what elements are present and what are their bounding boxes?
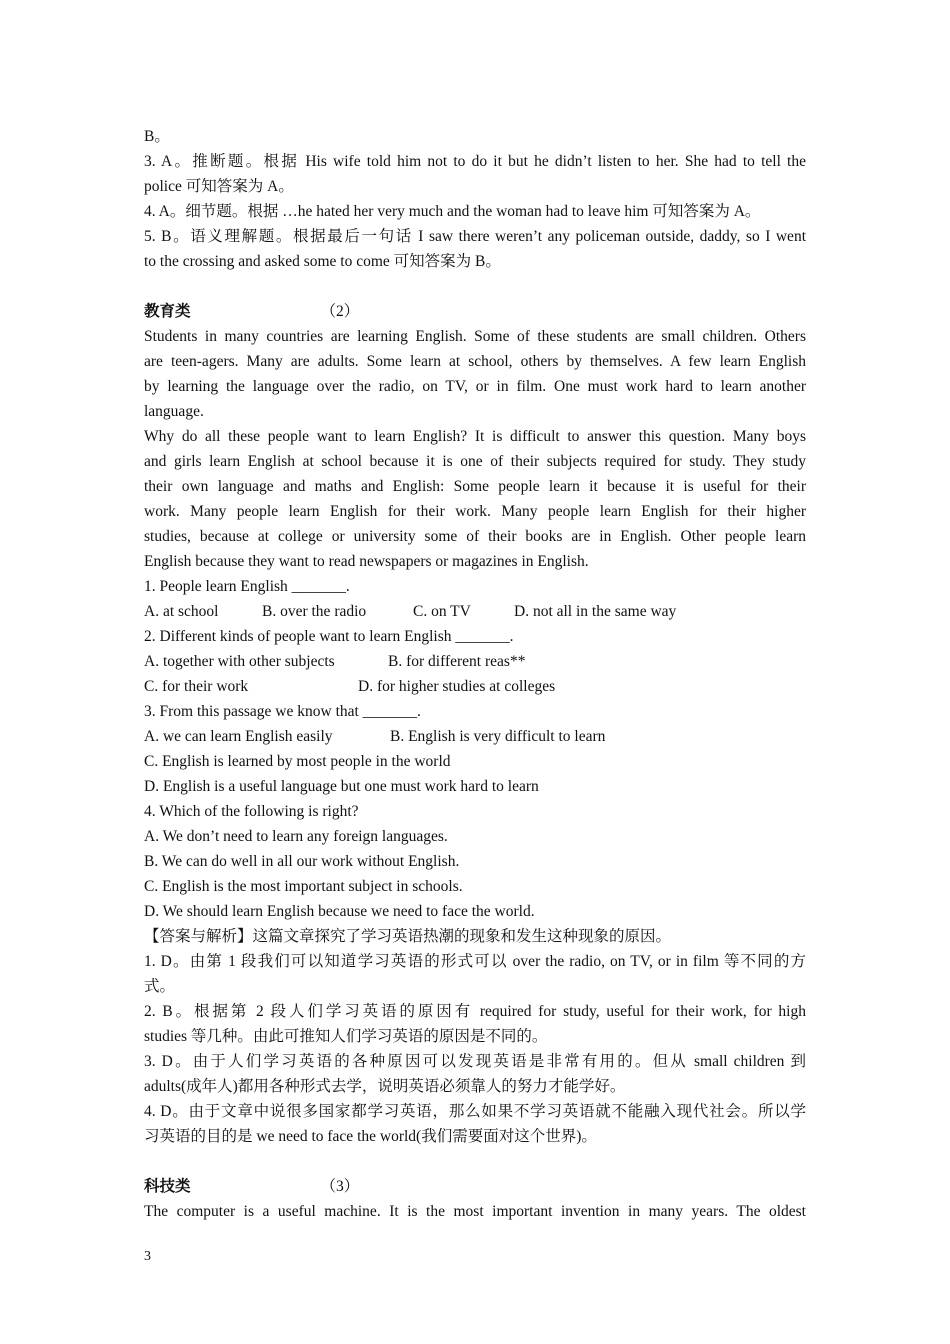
option: A. We don’t need to learn any foreign languages.	[144, 828, 448, 845]
option: B. English is very difficult to learn	[390, 728, 606, 745]
option: D. not all in the same way	[514, 603, 677, 620]
answer-line: 3. A。推断题。根据 His wife told him not to do it but he didn’t listen to her. She had to tell the	[144, 153, 806, 170]
page-number: 3	[144, 1249, 151, 1264]
answer-line: B。	[144, 128, 170, 145]
passage-line: Why do all these people want to learn English? It is difficult to answer this question. Many boys	[144, 428, 806, 445]
answer-line: to the crossing and asked some to come 可知答案为 B。	[144, 253, 501, 270]
question-3: 3. From this passage we know that _______.	[144, 703, 421, 720]
option: C. on TV	[413, 603, 471, 620]
option: B. We can do well in all our work without English.	[144, 853, 460, 870]
option: A. at school	[144, 603, 219, 620]
question-3-options	[144, 724, 806, 749]
answer-line: studies 等几种。由此可推知人们学习英语的原因是不同的。	[144, 1028, 548, 1045]
passage-line: language.	[144, 403, 204, 420]
answer-line: 4. A。细节题。根据 …he hated her very much and the woman had to leave him 可知答案为 A。	[144, 203, 761, 220]
passage-line: Students in many countries are learning English. Some of these students are small children. Others	[144, 328, 806, 345]
option: D. We should learn English because we need to face the world.	[144, 903, 535, 920]
answer-line: 4. D。由于文章中说很多国家都学习英语，那么如果不学习英语就不能融入现代社会。所以学	[144, 1103, 806, 1120]
section-title: 教育类	[144, 303, 191, 320]
option: C. for their work	[144, 678, 249, 695]
option: C. English is learned by most people in the world	[144, 753, 451, 770]
section-number: （2）	[320, 303, 360, 320]
answer-line: 5. B。语义理解题。根据最后一句话 I saw there weren’t any policeman outside, daddy, so I went	[144, 228, 806, 245]
section-heading-education	[144, 299, 806, 324]
answer-line: adults(成年人)都用各种形式去学，说明英语必须靠人的努力才能学好。	[144, 1078, 626, 1095]
question-2-options	[144, 674, 806, 699]
answer-line: 3. D。由于人们学习英语的各种原因可以发现英语是非常有用的。但从 small children 到	[144, 1053, 806, 1070]
option: D. for higher studies at colleges	[358, 678, 556, 695]
answer-line: police 可知答案为 A。	[144, 178, 294, 195]
option: C. English is the most important subject in schools.	[144, 878, 463, 895]
section-heading-technology	[144, 1174, 806, 1199]
passage-line: their own language and maths and English: Some people learn it because it is useful for their	[144, 478, 806, 495]
question-1-options	[144, 599, 806, 624]
answer-line: 2. B。根据第 2 段人们学习英语的原因有 required for study, useful for their work, for high	[144, 1003, 806, 1020]
answer-intro: 【答案与解析】这篇文章探究了学习英语热潮的现象和发生这种现象的原因。	[144, 928, 672, 945]
passage-line: are teen-agers. Many are adults. Some learn at school, others by themselves. A few learn English	[144, 353, 806, 370]
passage-line: work. Many people learn English for their work. Many people learn English for their higher	[144, 503, 806, 520]
question-2-options	[144, 649, 806, 674]
option: A. together with other subjects	[144, 653, 335, 670]
question-4: 4. Which of the following is right?	[144, 803, 359, 820]
option: A. we can learn English easily	[144, 728, 333, 745]
option: B. for different reas**	[388, 653, 526, 670]
passage-line: by learning the language over the radio, on TV, or in film. One must work hard to learn another	[144, 378, 806, 395]
answer-line: 式。	[144, 978, 176, 995]
passage-line: studies, because at college or university some of their books are in English. Other people learn	[144, 528, 806, 545]
passage-line: and girls learn English at school because it is one of their subjects required for study. They study	[144, 453, 806, 470]
question-1: 1. People learn English _______.	[144, 578, 350, 595]
question-2: 2. Different kinds of people want to learn English _______.	[144, 628, 514, 645]
section-number: （3）	[320, 1178, 360, 1195]
passage-line: English because they want to read newspapers or magazines in English.	[144, 553, 589, 570]
passage-line: The computer is a useful machine. It is the most important invention in many years. The oldest	[144, 1203, 806, 1220]
option: B. over the radio	[262, 603, 367, 620]
page-content	[144, 124, 806, 1224]
answer-line: 1. D。由第 1 段我们可以知道学习英语的形式可以 over the radio, on TV, or in film 等不同的方	[144, 953, 806, 970]
section-title: 科技类	[144, 1178, 191, 1195]
answer-line: 习英语的目的是 we need to face the world(我们需要面对这个世界)。	[144, 1128, 597, 1145]
option: D. English is a useful language but one must work hard to learn	[144, 778, 539, 795]
